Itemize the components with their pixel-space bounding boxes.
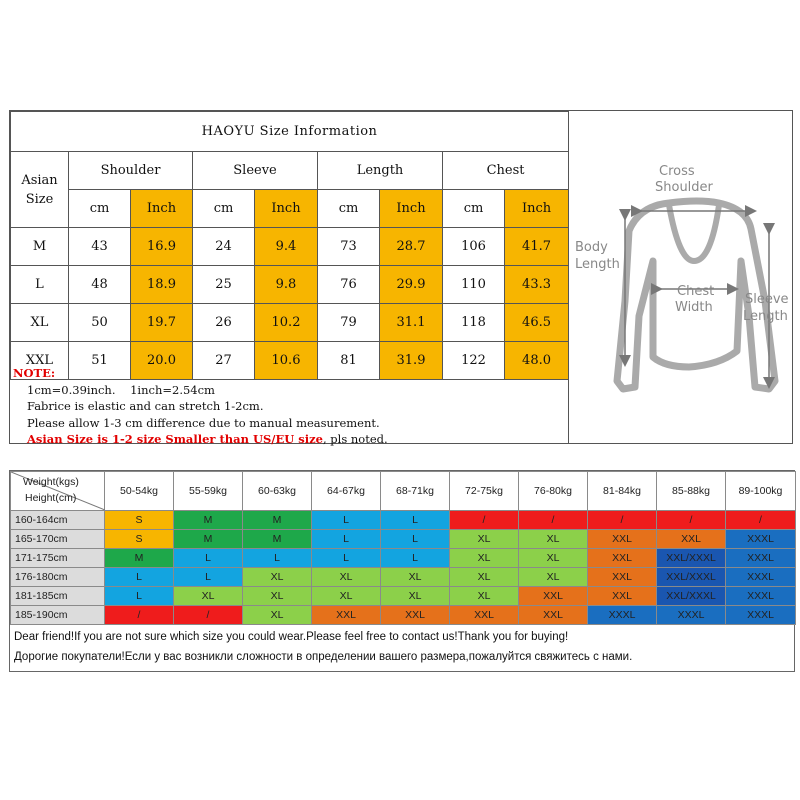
size-value: 10.2 [255, 304, 318, 342]
size-label: XXL [11, 342, 69, 380]
size-recommendation-cell: L [105, 568, 174, 587]
size-recommendation-cell: M [243, 530, 312, 549]
size-value: 29.9 [380, 266, 443, 304]
height-label: 185-190cm [11, 606, 105, 625]
label-shoulder: Shoulder [655, 180, 713, 195]
size-value: 73 [318, 228, 380, 266]
label-cross: Cross [659, 164, 695, 179]
unit-inch: Inch [255, 190, 318, 228]
size-recommendation-cell: XXL [588, 587, 657, 606]
corner-height-label: Height(cm) [25, 492, 77, 504]
weight-header: 60-63kg [243, 472, 312, 511]
weight-header: 68-71kg [381, 472, 450, 511]
size-value: 81 [318, 342, 380, 380]
size-recommendation-cell: XXXL [726, 549, 796, 568]
size-value: 76 [318, 266, 380, 304]
size-recommendation-cell: XL [381, 587, 450, 606]
size-recommendation-cell: XXL/XXXL [657, 587, 726, 606]
weight-header: 72-75kg [450, 472, 519, 511]
unit-inch: Inch [380, 190, 443, 228]
size-value: 48 [69, 266, 131, 304]
weight-header: 50-54kg [105, 472, 174, 511]
size-value: 24 [193, 228, 255, 266]
size-table-header-row [11, 152, 569, 190]
size-recommendation-cell: XL [519, 549, 588, 568]
weight-header-row [11, 472, 796, 511]
size-recommendation-cell: / [726, 511, 796, 530]
height-row [11, 568, 796, 587]
unit-cm: cm [443, 190, 505, 228]
size-recommendation-cell: XXXL [657, 606, 726, 625]
size-recommendation-cell: XL [450, 549, 519, 568]
height-weight-chart-panel [9, 470, 795, 672]
unit-cm: cm [318, 190, 380, 228]
size-value: 31.1 [380, 304, 443, 342]
size-value: 9.4 [255, 228, 318, 266]
size-table [10, 111, 569, 380]
size-recommendation-cell: L [312, 511, 381, 530]
weight-header: 55-59kg [174, 472, 243, 511]
unit-inch: Inch [131, 190, 193, 228]
size-recommendation-cell: L [381, 511, 450, 530]
size-value: 28.7 [380, 228, 443, 266]
message-russian: Дорогие покупатели!Если у вас возникли сложности в определении вашего размера,пожалуйтся свяжитесь с нами. [14, 651, 633, 663]
height-row [11, 511, 796, 530]
size-recommendation-cell: M [105, 549, 174, 568]
height-label: 160-164cm [11, 511, 105, 530]
asian-size-header: Asian Size [11, 152, 69, 228]
weight-header: 85-88kg [657, 472, 726, 511]
contact-message [14, 627, 632, 667]
size-recommendation-cell: XXXL [726, 568, 796, 587]
size-recommendation-cell: XL [243, 587, 312, 606]
size-value: 51 [69, 342, 131, 380]
size-label: XL [11, 304, 69, 342]
size-recommendation-cell: / [105, 606, 174, 625]
note-heading: NOTE: [13, 366, 56, 380]
size-value: 106 [443, 228, 505, 266]
size-row [11, 304, 569, 342]
size-recommendation-cell: L [105, 587, 174, 606]
size-value: 18.9 [131, 266, 193, 304]
size-label: M [11, 228, 69, 266]
label-body-length: Length [575, 257, 620, 272]
size-recommendation-cell: XXL [450, 606, 519, 625]
note-asian-size-rest: , pls noted. [322, 432, 388, 446]
size-value: 46.5 [505, 304, 569, 342]
unit-cm: cm [69, 190, 131, 228]
size-recommendation-cell: / [174, 606, 243, 625]
size-recommendation-cell: L [174, 549, 243, 568]
size-information-panel [9, 110, 793, 444]
size-recommendation-cell: M [174, 511, 243, 530]
size-value: 9.8 [255, 266, 318, 304]
label-sleeve: Sleeve [745, 292, 789, 307]
size-recommendation-cell: S [105, 511, 174, 530]
size-recommendation-cell: L [174, 568, 243, 587]
size-value: 25 [193, 266, 255, 304]
size-recommendation-cell: L [381, 530, 450, 549]
size-recommendation-cell: XXL [519, 587, 588, 606]
height-row [11, 530, 796, 549]
size-recommendation-cell: XL [381, 568, 450, 587]
height-label: 171-175cm [11, 549, 105, 568]
size-recommendation-cell: XL [450, 530, 519, 549]
label-sleeve-length: Length [743, 309, 788, 324]
label-chest: Chest [677, 284, 715, 299]
size-value: 118 [443, 304, 505, 342]
size-value: 16.9 [131, 228, 193, 266]
size-recommendation-cell: XL [312, 568, 381, 587]
size-recommendation-cell: XXL [588, 549, 657, 568]
size-value: 48.0 [505, 342, 569, 380]
size-row [11, 266, 569, 304]
size-recommendation-cell: XL [450, 568, 519, 587]
weight-header: 81-84kg [588, 472, 657, 511]
size-table-title: HAOYU Size Information [11, 112, 569, 152]
size-value: 31.9 [380, 342, 443, 380]
size-recommendation-cell: / [450, 511, 519, 530]
height-label: 181-185cm [11, 587, 105, 606]
weight-header: 64-67kg [312, 472, 381, 511]
size-value: 10.6 [255, 342, 318, 380]
height-weight-table [10, 471, 796, 625]
size-recommendation-cell: M [243, 511, 312, 530]
unit-inch: Inch [505, 190, 569, 228]
size-recommendation-cell: XXL [588, 568, 657, 587]
size-recommendation-cell: XXL [312, 606, 381, 625]
label-body: Body [575, 240, 608, 255]
measure-header: Chest [443, 152, 569, 190]
notes [13, 365, 568, 448]
size-value: 41.7 [505, 228, 569, 266]
size-label: L [11, 266, 69, 304]
measure-header: Shoulder [69, 152, 193, 190]
size-recommendation-cell: XL [243, 568, 312, 587]
size-recommendation-cell: L [312, 530, 381, 549]
size-value: 19.7 [131, 304, 193, 342]
size-recommendation-cell: XXL [519, 606, 588, 625]
garment-sketch [569, 111, 793, 443]
size-recommendation-cell: XXL/XXXL [657, 549, 726, 568]
height-row [11, 606, 796, 625]
size-value: 27 [193, 342, 255, 380]
height-row [11, 587, 796, 606]
height-row [11, 549, 796, 568]
measure-header: Sleeve [193, 152, 318, 190]
size-recommendation-cell: XXXL [726, 587, 796, 606]
size-recommendation-cell: XL [519, 568, 588, 587]
size-value: 26 [193, 304, 255, 342]
size-value: 43 [69, 228, 131, 266]
size-table-title-row [11, 112, 569, 152]
size-value: 43.3 [505, 266, 569, 304]
size-recommendation-cell: XXL/XXXL [657, 568, 726, 587]
size-recommendation-cell: / [588, 511, 657, 530]
message-english: Dear friend!If you are not sure which size you could wear.Please feel free to contact us!Thank you for buying! [14, 631, 569, 643]
unit-cm: cm [193, 190, 255, 228]
size-recommendation-cell: XXL [381, 606, 450, 625]
size-recommendation-cell: / [519, 511, 588, 530]
weight-height-corner [11, 472, 105, 511]
size-recommendation-cell: XXL [657, 530, 726, 549]
weight-header: 76-80kg [519, 472, 588, 511]
measure-header: Length [318, 152, 443, 190]
size-recommendation-cell: XXXL [588, 606, 657, 625]
note-asian-size-warning: Asian Size is 1-2 size Smaller than US/EU size [27, 432, 323, 446]
size-value: 79 [318, 304, 380, 342]
size-recommendation-cell: XL [243, 606, 312, 625]
weight-header: 89-100kg [726, 472, 796, 511]
size-recommendation-cell: XXXL [726, 530, 796, 549]
size-recommendation-cell: L [381, 549, 450, 568]
size-value: 122 [443, 342, 505, 380]
size-value: 110 [443, 266, 505, 304]
note-difference: Please allow 1-3 cm difference due to manual measurement. [27, 415, 380, 430]
size-recommendation-cell: XL [174, 587, 243, 606]
height-label: 165-170cm [11, 530, 105, 549]
size-recommendation-cell: M [174, 530, 243, 549]
size-recommendation-cell: S [105, 530, 174, 549]
size-value: 20.0 [131, 342, 193, 380]
size-recommendation-cell: / [657, 511, 726, 530]
size-recommendation-cell: XXL [588, 530, 657, 549]
size-row [11, 228, 569, 266]
height-label: 176-180cm [11, 568, 105, 587]
note-asian-size [13, 431, 568, 448]
size-value: 50 [69, 304, 131, 342]
corner-weight-label: Weight(kgs) [23, 476, 79, 488]
size-recommendation-cell: XL [312, 587, 381, 606]
note-elastic: Fabrice is elastic and can stretch 1-2cm. [27, 399, 264, 413]
note-conversion: 1cm=0.39inch. 1inch=2.54cm [27, 382, 215, 397]
garment-measurement-figure [568, 111, 793, 443]
size-recommendation-cell: L [243, 549, 312, 568]
size-recommendation-cell: L [312, 549, 381, 568]
size-recommendation-cell: XL [450, 587, 519, 606]
size-recommendation-cell: XXXL [726, 606, 796, 625]
size-table-unit-row [11, 190, 569, 228]
size-recommendation-cell: XL [519, 530, 588, 549]
label-width: Width [675, 300, 713, 315]
